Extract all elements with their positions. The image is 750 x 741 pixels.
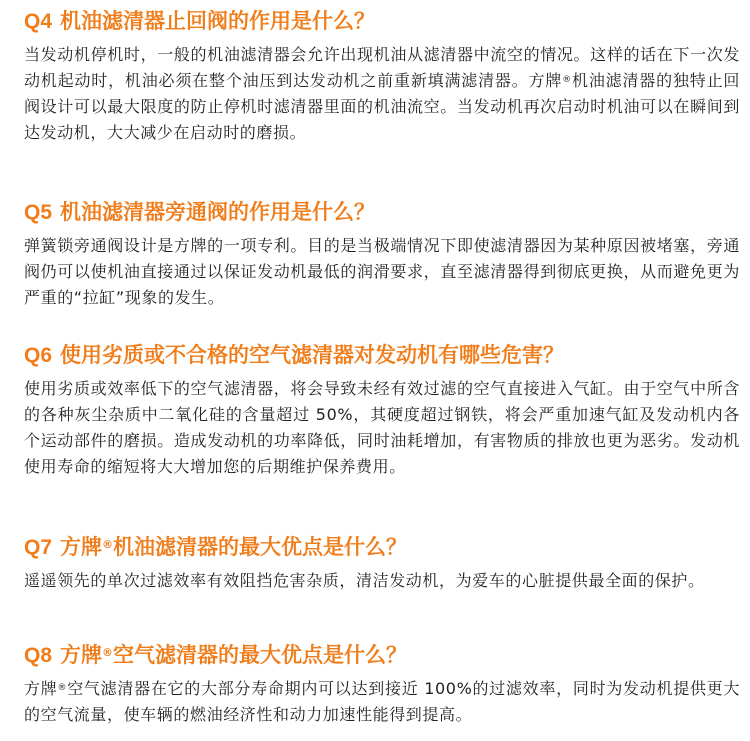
faq-item-q8 [24, 640, 740, 728]
registered-mark: ® [562, 75, 572, 85]
answer-text-rest: 空气滤清器在它的大部分寿命期内可以达到接近 100%的过滤效率，同时为发动机提供更大的空气流量，使车辆的燃油经济性和动力加速性能得到提高。 [24, 679, 740, 724]
registered-mark: ® [102, 646, 114, 659]
question-heading [24, 197, 740, 227]
question-number: Q7 [24, 536, 53, 559]
answer-text [24, 42, 740, 146]
question-text: 方牌 [60, 535, 103, 559]
registered-mark: ® [57, 683, 68, 693]
answer-text [24, 676, 740, 728]
question-text-rest: 空气滤清器的最大优点是什么？ [113, 643, 408, 667]
faq-item-q5 [24, 197, 740, 311]
answer-text-part: 遥遥领先的单次过滤效率有效阻挡危害杂质，清洁发动机，为爱车的心脏提供最全面的保护。 [24, 571, 705, 590]
answer-text-part: 方牌 [24, 679, 58, 698]
answer-text-part: 当发动机停机时，一般的机油滤清器会允许出现机油从滤清器中流空的情况。这样的话在下一次发动机起动时，机油必须在整个油压到达发动机之前重新填满滤清器。方牌 [24, 45, 740, 90]
faq-item-q4 [24, 6, 740, 146]
question-heading [24, 340, 740, 370]
question-heading [24, 6, 740, 36]
question-number: Q5 [24, 201, 53, 224]
question-number: Q8 [24, 644, 53, 667]
faq-item-q7 [24, 532, 740, 594]
question-text: 使用劣质或不合格的空气滤清器对发动机有哪些危害？ [60, 343, 565, 367]
question-text: 机油滤清器止回阀的作用是什么？ [60, 9, 376, 33]
question-text: 机油滤清器旁通阀的作用是什么？ [60, 200, 376, 224]
answer-text-part: 使用劣质或效率低下的空气滤清器，将会导致未经有效过滤的空气直接进入气缸。由于空气中所含的各种灰尘杂质中二氧化硅的含量超过 50%，其硬度超过钢铁，将会严重加速气缸及发动机内各个运动部件的磨损。造成发动机的功率降低，同时油耗增加，有害物质的排放也更为恶劣。发动机使用寿命的缩短将大大增加您的后期维护保养费用。 [24, 379, 740, 476]
question-text-rest: 机油滤清器的最大优点是什么？ [113, 535, 408, 559]
question-heading [24, 640, 740, 670]
answer-text-part: 弹簧锁旁通阀设计是方牌的一项专利。目的是当极端情况下即使滤清器因为某种原因被堵塞，旁通阀仍可以使机油直接通过以保证发动机最低的润滑要求，直至滤清器得到彻底更换，从而避免更为严重的“拉缸”现象的发生。 [24, 236, 740, 307]
registered-mark: ® [102, 538, 114, 551]
question-heading [24, 532, 740, 562]
question-text: 方牌 [60, 643, 103, 667]
answer-text [24, 568, 740, 594]
question-number: Q4 [24, 10, 53, 33]
question-number: Q6 [24, 344, 53, 367]
answer-text [24, 376, 740, 480]
answer-text-rest: 机油滤清器的独特止回阀设计可以最大限度的防止停机时滤清器里面的机油流空。当发动机再次启动时机油可以在瞬间到达发动机，大大减少在启动时的磨损。 [24, 71, 740, 142]
faq-item-q6 [24, 340, 740, 480]
answer-text [24, 233, 740, 311]
